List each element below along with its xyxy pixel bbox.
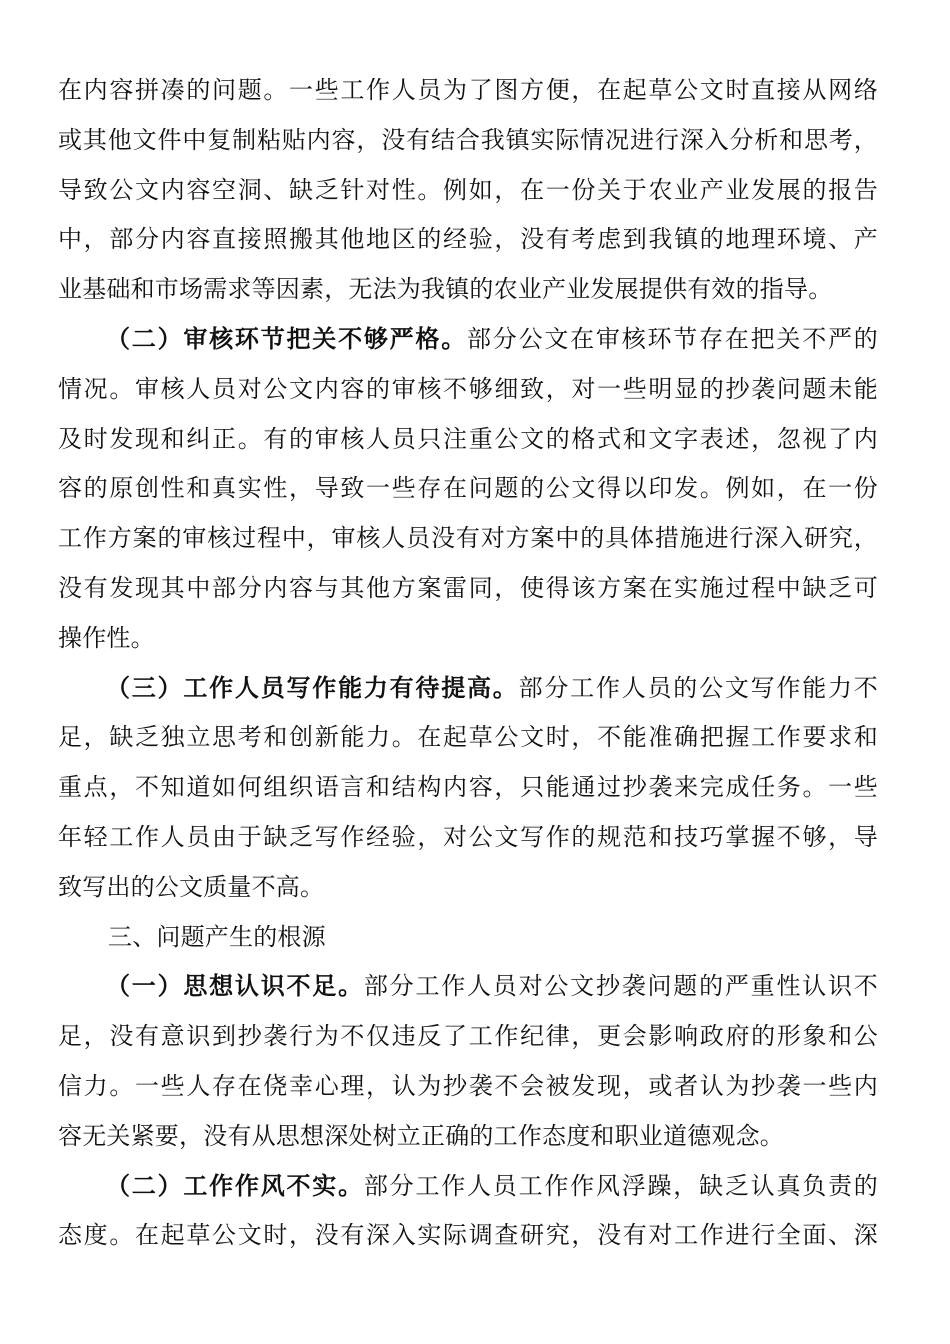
- text-run: 部分公文在审核环节存在把关不严的: [467, 324, 878, 353]
- section-heading: 三、问题产生的根源: [108, 922, 326, 951]
- text-line: 足，没有意识到抄袭行为不仅违反了工作纪律，更会影响政府的形象和公: [58, 1022, 878, 1051]
- text-line: 情况。审核人员对公文内容的审核不够细致，对一些明显的抄袭问题未能: [58, 374, 878, 403]
- paragraph-review-process: [58, 315, 878, 664]
- document-body: [58, 66, 878, 1261]
- subsection-heading: （二）审核环节把关不够严格。: [106, 324, 467, 353]
- paragraph-writing-ability: [58, 664, 878, 913]
- text-line: 导致公文内容空洞、缺乏针对性。例如，在一份关于农业产业发展的报告: [58, 175, 878, 204]
- text-line: 中，部分内容直接照搬其他地区的经验，没有考虑到我镇的地理环境、产: [58, 225, 878, 254]
- text-line: 足，缺乏独立思考和创新能力。在起草公文时，不能准确把握工作要求和: [58, 723, 878, 752]
- subsection-heading: （二）工作作风不实。: [106, 1171, 364, 1200]
- text-line: 或其他文件中复制粘贴内容，没有结合我镇实际情况进行深入分析和思考，: [58, 125, 878, 154]
- paragraph-awareness: [58, 962, 878, 1161]
- text-line: 操作性。: [58, 623, 155, 652]
- text-line: 信力。一些人存在侥幸心理，认为抄袭不会被发现，或者认为抄袭一些内: [58, 1071, 878, 1100]
- text-line: [58, 962, 878, 1012]
- text-line: 重点，不知道如何组织语言和结构内容，只能通过抄袭来完成任务。一些: [58, 773, 878, 802]
- text-run: 部分工作人员工作作风浮躁，缺乏认真负责的: [363, 1171, 879, 1200]
- text-line: [58, 664, 878, 714]
- text-line: 容的原创性和真实性，导致一些存在问题的公文得以印发。例如，在一份: [58, 474, 878, 503]
- text-line: 容无关紧要，没有从思想深处树立正确的工作态度和职业道德观念。: [58, 1121, 784, 1150]
- text-run: 部分工作人员对公文抄袭问题的严重性认识不: [363, 972, 879, 1001]
- subsection-heading: （三）工作人员写作能力有待提高。: [106, 673, 519, 702]
- paragraph-content-patchwork: [58, 66, 878, 315]
- text-line: 年轻工作人员由于缺乏写作经验，对公文写作的规范和技巧掌握不够，导: [58, 822, 878, 851]
- text-run: 部分工作人员的公文写作能力不: [518, 673, 878, 702]
- paragraph-work-style: [58, 1162, 878, 1262]
- subsection-heading: （一）思想认识不足。: [106, 972, 364, 1001]
- text-line: 及时发现和纠正。有的审核人员只注重公文的格式和文字表述，忽视了内: [58, 424, 878, 453]
- text-line: [58, 1162, 878, 1212]
- text-line: 致写出的公文质量不高。: [58, 872, 325, 901]
- text-line: 在内容拼凑的问题。一些工作人员为了图方便，在起草公文时直接从网络: [58, 76, 878, 104]
- text-line: 工作方案的审核过程中，审核人员没有对方案中的具体措施进行深入研究，: [58, 524, 878, 553]
- text-line: 没有发现其中部分内容与其他方案雷同，使得该方案在实施过程中缺乏可: [58, 573, 878, 602]
- text-line: 态度。在起草公文时，没有深入实际调查研究，没有对工作进行全面、深: [58, 1221, 878, 1250]
- text-line: 业基础和市场需求等因素，无法为我镇的农业产业发展提供有效的指导。: [58, 275, 833, 304]
- text-line: [58, 315, 878, 365]
